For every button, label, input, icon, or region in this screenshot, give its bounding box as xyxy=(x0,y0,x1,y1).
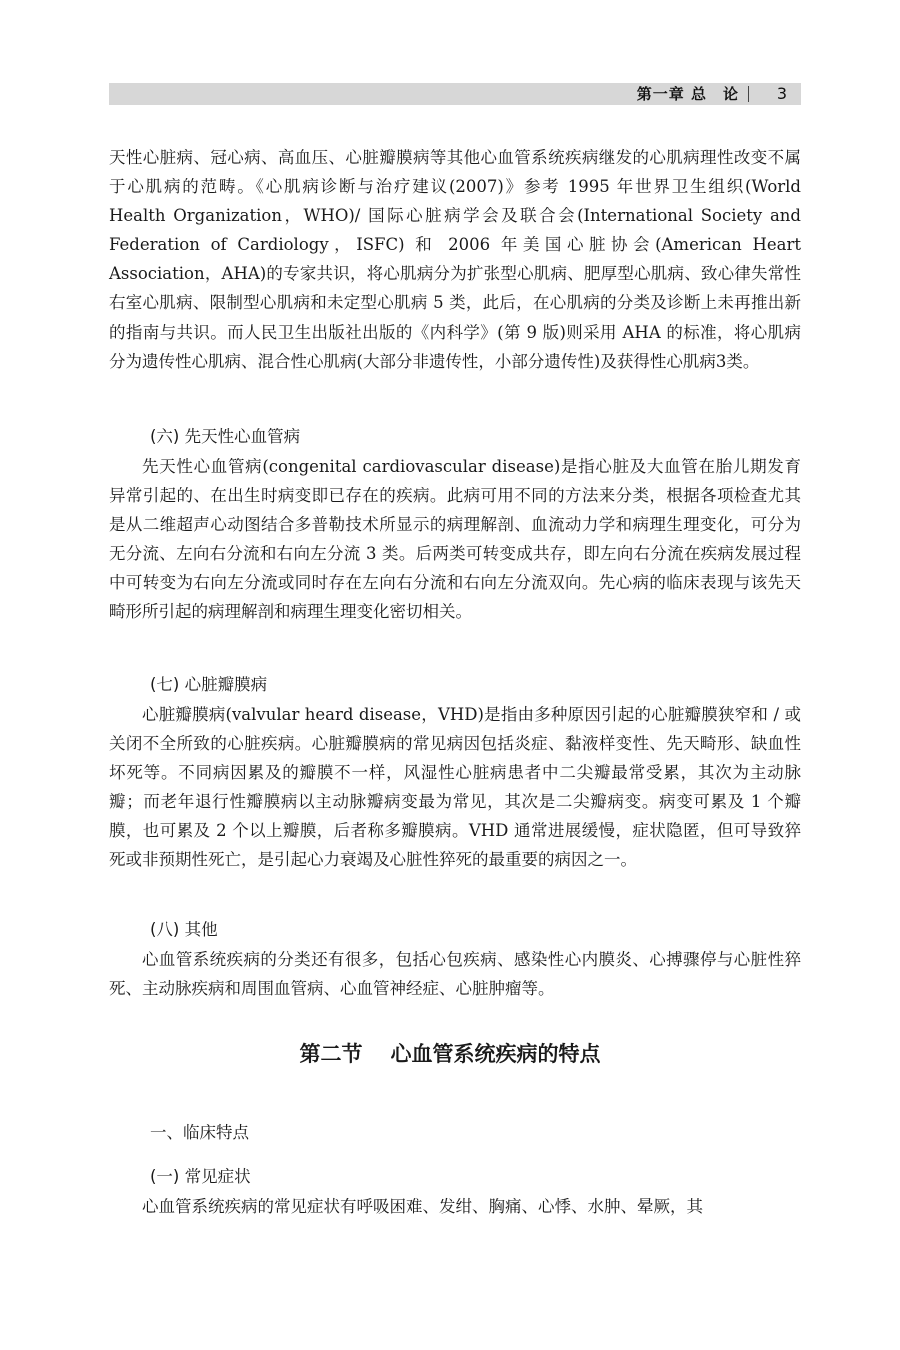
paragraph-congenital: 先天性心血管病(congenital cardiovascular disease)是指心脏及大血管在胎儿期发育异常引起的、在出生时病变即已存在的疾病。此病可用不同的方法来分类，根据各项检查尤其是从二维超声心动图结合多普勒技术所显示的病理解剖、血流动力学和病理生理变化，可分为无分流、左向右分流和右向左分流 3 类。后两类可转变成共存，即左向右分流在疾病发展过程中可转变为右向左分流或同时存在左向右分流和右向左分流双向。先心病的临床表现与该先天畸形所引起的病理解剖和病理生理变化密切相关。 xyxy=(109,457,801,622)
section-heading xyxy=(0,1038,900,1068)
running-header xyxy=(109,83,801,105)
heading-clinical-features: 一、临床特点 xyxy=(150,1123,249,1142)
paragraph-symptoms: 心血管系统疾病的常见症状有呼吸困难、发绀、胸痛、心悸、水肿、晕厥，其 xyxy=(142,1197,703,1216)
section-title-text: 心血管系统疾病的特点 xyxy=(390,1041,601,1066)
paragraph-valvular: 心脏瓣膜病(valvular heard disease，VHD)是指由多种原因引起的心脏瓣膜狭窄和 / 或关闭不全所致的心脏疾病。心脏瓣膜病的常见病因包括炎症、黏液样变性、先天畸形、缺血性坏死等。不同病因累及的瓣膜不一样，风湿性心脏病患者中二尖瓣最常受累，其次为主动脉瓣；而老年退行性瓣膜病以主动脉瓣病变最为常见，其次是二尖瓣病变。病变可累及 1 个瓣膜，也可累及 2 个以上瓣膜，后者称多瓣膜病。VHD 通常进展缓慢，症状隐匿，但可导致猝死或非预期性死亡，是引起心力衰竭及心脏性猝死的最重要的病因之一。 xyxy=(109,705,801,870)
heading-congenital: (六) 先天性心血管病 xyxy=(150,427,301,446)
page-number: 3 xyxy=(776,84,787,103)
paragraph-other: 心血管系统疾病的分类还有很多，包括心包疾病、感染性心内膜炎、心搏骤停与心脏性猝死、主动脉疾病和周围血管病、心血管神经症、心脏肿瘤等。 xyxy=(109,950,801,999)
section-number: 第二节 xyxy=(299,1041,363,1066)
paragraph-cardiomyopathy: 天性心脏病、冠心病、高血压、心脏瓣膜病等其他心血管系统疾病继发的心肌病理性改变不属于心肌病的范畴。《心肌病诊断与治疗建议(2007)》参考 1995 年世界卫生组织(World Health Organization，WHO)/ 国际心脏病学会及联合会(International Society and Federation of Cardiology，ISFC) 和 2006 年美国心脏协会(American Heart Association，AHA)的专家共识，将心肌病分为扩张型心肌病、肥厚型心肌病、致心律失常性右室心肌病、限制型心肌病和未定型心肌病 5 类，此后，在心肌病的分类及诊断上未再推出新的指南与共识。而人民卫生出版社出版的《内科学》(第 9 版)则采用 AHA 的标准，将心肌病分为遗传性心肌病、混合性心肌病(大部分非遗传性，小部分遗传性)及获得性心肌病3类。 xyxy=(109,148,801,371)
heading-common-symptoms: (一) 常见症状 xyxy=(150,1167,251,1186)
heading-valvular: (七) 心脏瓣膜病 xyxy=(150,675,268,694)
heading-other: (八) 其他 xyxy=(150,920,218,939)
chapter-title: 第一章 总 论 xyxy=(636,85,739,103)
header-divider xyxy=(748,86,749,102)
